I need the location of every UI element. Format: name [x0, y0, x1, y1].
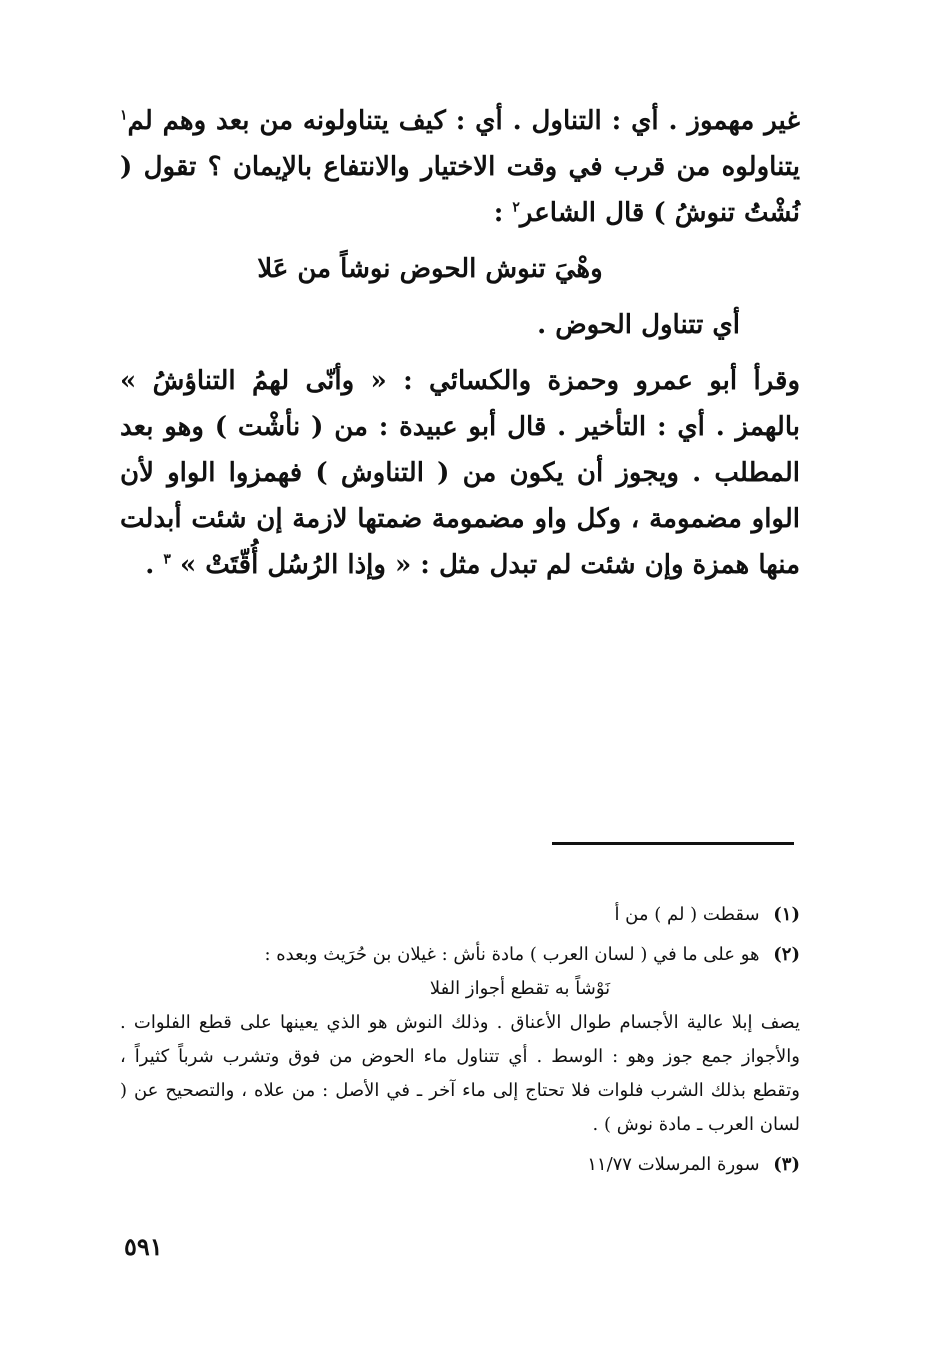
- footnote-2: [120, 938, 800, 1142]
- paragraph-1: [120, 98, 800, 236]
- footnote-number: (١): [773, 904, 800, 925]
- footnote-ref-2: ٢: [512, 199, 520, 216]
- footnote-ref-3: ٣: [163, 551, 171, 568]
- footnote-verse: نَوْشاً به تقطع أجواز الفلا: [429, 978, 611, 999]
- footnotes: [120, 898, 800, 1188]
- footnote-2-head: [120, 938, 800, 972]
- paragraph-2: [120, 358, 800, 588]
- footnote-text: سقطت ( لم ) من أ: [614, 904, 760, 925]
- footnote-divider: [552, 842, 794, 845]
- main-text: [120, 98, 800, 588]
- footnote-number: (٣): [773, 1154, 800, 1175]
- footnote-body: يصف إبلا عالية الأجسام طوال الأعناق . وذلك النوش هو الذي يعينها على قطع الفلوات . والأجواز جمع جوز وهو : الوسط . أي تتناول ماء الحوض من فوق وتشرب شرباً كثيراً ، وتقطع بذلك الشرب فلوات فلا تحتاج إلى ماء آخر ـ في الأصل : من علاه ، والتصحيح عن ( لسان العرب ـ مادة نوش ) .: [120, 1012, 800, 1135]
- footnote-ref-1: ١: [120, 107, 128, 124]
- footnote-3: [120, 1148, 800, 1182]
- page-number: ٥٩١: [124, 1232, 163, 1261]
- verse-gloss: أي تتناول الحوض .: [537, 310, 740, 340]
- paragraph-1-text-b: يتناولوه من قرب في وقت الاختيار والانتفاع بالإيمان ؟ تقول ( نُشْتُ تنوشُ ) قال الشاعر: [120, 152, 800, 228]
- footnote-text: هو على ما في ( لسان العرب ) مادة نأش : غيلان بن حُرَيث وبعده :: [264, 944, 760, 965]
- paragraph-1-text-a: غير مهموز . أي : التناول . أي : كيف يتناولونه من بعد وهم لم: [127, 106, 800, 136]
- footnote-1: [120, 898, 800, 932]
- paragraph-1-text-c: :: [493, 198, 513, 228]
- footnote-number: (٢): [773, 944, 800, 965]
- paragraph-2-text-a: وقرأ أبو عمرو وحمزة والكسائي : « وأنّى لهمُ التناؤشُ » بالهمز . أي : التأخير . قال أبو عبيدة : من ( نأشْت ) وهو بعد المطلب . ويجوز أن يكون من ( التناوش ) فهمزوا الواو لأن الواو مضمومة ، وكل واو مضمومة ضمتها لازمة إن شئت أبدلت منها همزة وإن شئت لم تبدل مثل : « وإذا الرُسُل أُقّتَتْ »: [120, 366, 800, 580]
- poetry-verse: وهْيَ تنوش الحوض نوشاً من عَلا: [257, 254, 603, 284]
- footnote-text: سورة المرسلات ١١/٧٧: [587, 1154, 760, 1175]
- paragraph-2-text-b: .: [145, 550, 164, 580]
